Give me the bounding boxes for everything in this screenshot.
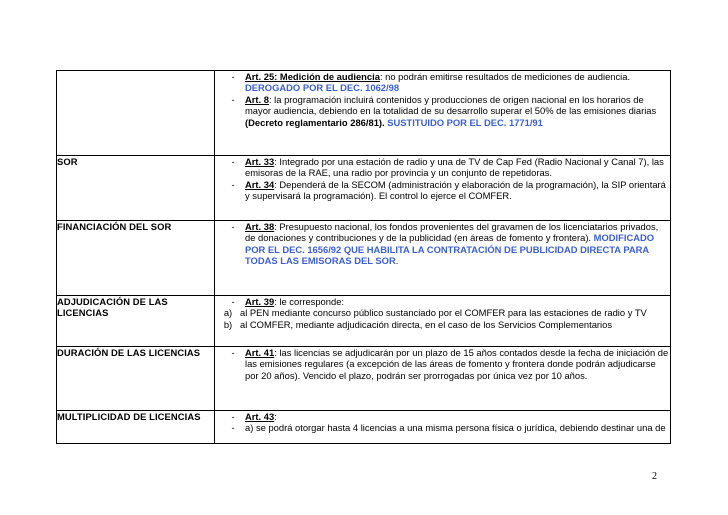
bullet-dash: - [231,221,235,232]
content-cell [215,347,671,411]
article-text: : no podrán emitirse resultados de mediciones de audiencia. [379,71,631,82]
content-cell [215,156,671,221]
bullet-dash: - [231,178,235,190]
list-item [215,179,670,202]
topic-cell: MULTIPLICIDAD DE LICENCIAS [57,411,215,444]
topic-cell: DURACIÓN DE LAS LICENCIAS [57,347,215,411]
article-ref: Art. 38 [245,221,275,232]
bullet-dash: - [231,422,235,434]
list-item [215,94,670,128]
article-ref: Art. 41 [245,347,275,358]
article-ref: Art. 25: Medición de audiencia [245,71,380,82]
content-cell [215,221,671,296]
article-text: : Presupuesto nacional, los fondos provenientes del gravamen de los licenciatarios privados, de donaciones y contribuciones y de la publicidad (en áreas de fomento y frontera). [245,221,659,244]
article-text: al COMFER, mediante adjudicación directa, en el caso de los Servicios Complementarios [240,318,613,330]
list-item [215,422,670,433]
amendment-note: SUSTITUIDO POR EL DEC. 1771/91 [384,116,543,128]
topic-cell [57,71,215,156]
content-cell [215,411,671,444]
trailing-punct: . [395,255,399,267]
table-row [57,71,671,156]
article-text: : Integrado por una estación de radio y una de TV de Cap Fed (Radio Nacional y Canal 7), las emisoras de la RAE, una radio por provincia y un conjunto de repetidoras. [245,156,664,179]
page-number: 2 [652,471,657,482]
list-item [215,71,670,94]
list-item [215,296,670,307]
topic-cell: FINANCIACIÓN DEL SOR [57,221,215,296]
amendment-note: MODIFICADO POR EL DEC. 1656/92 QUE HABILITA LA CONTRATACIÓN DE PUBLICIDAD DIRECTA PARA TODAS LAS EMISORAS DEL SOR [245,232,655,267]
topic-cell: SOR [57,156,215,221]
topic-cell: ADJUDICACIÓN DE LAS LICENCIAS [57,296,215,347]
list-item [215,156,670,179]
article-text: : [274,411,277,422]
article-ref: Art. 43 [245,411,275,422]
article-text: : Dependerá de la SECOM (administración y elaboración de la programación), la SIP orientará y supervisará la programación). El control lo ejerce el COMFER. [245,178,666,202]
amendment-note: DEROGADO POR EL DEC. 1062/98 [245,82,400,94]
content-cell [215,296,671,347]
list-item [215,221,670,267]
list-item [215,347,670,381]
bullet-dash: - [231,71,235,82]
bullet-dash: - [231,93,235,105]
table-row [57,156,671,221]
list-letter: a) [223,307,233,319]
article-ref: Art. 33 [245,156,275,167]
article-text: : la programación incluirá contenidos y producciones de origen nacional en los horarios de mayor audiencia, debiendo en la totalidad de su desarrollo superar el 50% de las emisiones diarias [245,93,657,117]
article-text: al PEN mediante concurso público sustanciado por el COMFER para las estaciones de radio y TV [240,307,647,319]
article-ref: Art. 39 [245,296,275,307]
article-text: : le corresponde: [274,296,345,307]
table-row [57,296,671,347]
article-text: a) se podrá otorgar hasta 4 licencias a una misma persona física o jurídica, debiendo destinar una de [245,422,666,434]
content-cell [215,71,671,156]
list-letter: b) [223,318,233,330]
article-ref: Art. 8 [245,93,269,105]
bullet-dash: - [231,347,235,358]
article-text: : las licencias se adjudicarán por un plazo de 15 años contados desde la fecha de iniciación de las emisiones regulares (a excepción de las áreas de fomento y frontera donde podrán adjudicarse por 20 años). Vencido el plazo, podrán ser prorrogadas por única vez por 10 años. [245,347,669,381]
bullet-dash: - [231,411,235,422]
table-row [57,347,671,411]
table-row [57,221,671,296]
bullet-dash: - [231,296,235,307]
legislation-table [56,70,671,444]
article-ref: Art. 34 [245,178,275,190]
list-item [215,411,670,422]
bullet-dash: - [231,156,235,167]
list-item [215,319,670,330]
decree-ref: (Decreto reglamentario 286/81). [245,116,385,128]
list-item [215,307,670,318]
table-row [57,411,671,444]
